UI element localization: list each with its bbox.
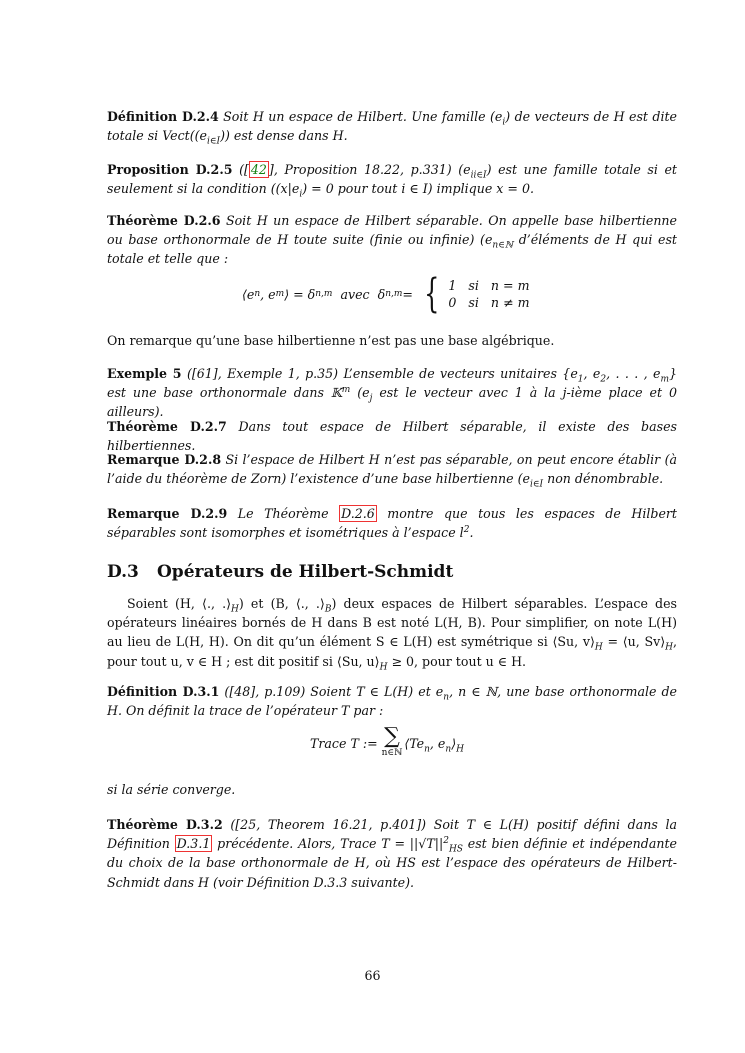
remark-d28: Remarque D.2.8 Si l’espace de Hilbert H n’est pas séparable, on peut encore établir (à l’aide du théorème de Zorn) l’existence d’une base hilbertienne ($e_{i\in I}$ non dénombrable. — [107, 452, 677, 490]
citation-link-42[interactable]: 42 — [250, 162, 267, 177]
intro-paragraph: Soient (H, ⟨., $.⟩_H$) et (B, ⟨., $.⟩_B$) deux espaces de Hilbert séparables. L’espace des opérateurs linéaires bornés de H dans B est noté L(H, B). Pour simplifier, on note L(H) au lieu de L(H, H). On dit qu’un élément S ∈ L(H) est symétrique si ⟨Su, $v⟩_H$ = ⟨u, $Sv⟩_H$, pour tout u, v ∈ H ; est dit positif si ⟨Su, $u⟩_H \ge 0$, pour tout u ∈ H. — [107, 596, 678, 673]
kronecker-equation: ⟨e n , e m ⟩ = δ n,m avec δ n,m = { 1 si n = m 0 si n ≠ m — [242, 271, 530, 317]
theorem-d32-title: Théorème D.3.2 — [107, 817, 223, 832]
section-heading — [107, 562, 453, 582]
section-number: D.3 — [107, 562, 139, 582]
theorem-d26: Théorème D.2.6 Soit H un espace de Hilbert séparable. On appelle base hilbertienne ou base orthonormale de H toute suite (finie ou infinie) ($e_{n\in ℕ}$ d’éléments de H qui est totale et telle que : — [107, 213, 677, 267]
definition-d31-link[interactable]: D.3.1 — [176, 836, 211, 852]
definition-d24-title: Définition D.2.4 — [107, 109, 219, 124]
definition-d31: Définition D.3.1 ([48], p.109) Soient T ∈ L(H) et $e_n$, n ∈ ℕ, une base orthonormale de H. On définit la trace de l’opérateur T par : — [107, 684, 677, 719]
definition-d31-title: Définition D.3.1 — [107, 684, 220, 699]
remark-d29: Remarque D.2.9 Le Théorème D.2.6 montre que tous les espaces de Hilbert séparables sont isomorphes et isométriques à l’espace $l^2$. — [107, 506, 677, 541]
proposition-d25: Proposition D.2.5 ([ 42 ], Proposition 18.22, p.331) $(e_{ii\in I})$ est une famille totale si et seulement si la condition ($(x|e_i) = 0$ pour tout i ∈ I) implique x = 0. — [107, 162, 677, 200]
page-number: 66 — [364, 968, 381, 983]
section-title: Opérateurs de Hilbert-Schmidt — [157, 562, 454, 582]
example-5-title: Exemple 5 — [107, 366, 182, 381]
converge-text: si la série converge. — [107, 782, 236, 797]
summation: ∑ n∈ℕ — [381, 724, 403, 758]
theorem-d32: Théorème D.3.2 ([25, Theorem 16.21, p.401]) Soit T ∈ L(H) positif défini dans la Définition D.3.1 précédente. Alors, Trace $T = ||√T||^2_{HS}$ est bien définie et indépendante du choix de la base orthonormale de H, où HS est l’espace des opérateurs de Hilbert-Schmidt dans H (voir Définition D.3.3 suivante). — [107, 817, 677, 890]
trace-equation: Trace T := ∑ n∈ℕ $⟨Te_n$, $e_n⟩_H$ — [310, 724, 464, 758]
proposition-d25-title: Proposition D.2.5 — [107, 162, 233, 177]
theorem-d26-title: Théorème D.2.6 — [107, 213, 221, 228]
cases-brace: { — [424, 271, 440, 317]
remark-base-text: On remarque qu’une base hilbertienne n’est pas une base algébrique. — [107, 333, 555, 348]
definition-d24: Définition D.2.4 Soit H un espace de Hilbert. Une famille $(e_i)$ de vecteurs de H est dite totale si $Vect((e_{i\in I}))$ est dense dans H. — [107, 109, 677, 147]
cases-block: 1 si n = m 0 si n ≠ m — [448, 278, 530, 310]
theorem-d27-title: Théorème D.2.7 — [107, 419, 227, 434]
remark-d28-title: Remarque D.2.8 — [107, 452, 222, 467]
theorem-d27: Théorème D.2.7 Dans tout espace de Hilbert séparable, il existe des bases hilbertiennes. — [107, 419, 677, 454]
remark-d29-title: Remarque D.2.9 — [107, 506, 228, 521]
example-5: Exemple 5 ([61], Exemple 1, p.35) L’ensemble de vecteurs unitaires {$e_1$, $e_2$, . . . , $e_m$} est une base orthonormale dans 𝕂$^m$ ($e_j$ est le vecteur avec 1 à la j-ième place et 0 ailleurs). — [107, 366, 677, 420]
theorem-d26-link[interactable]: D.2.6 — [341, 506, 375, 521]
